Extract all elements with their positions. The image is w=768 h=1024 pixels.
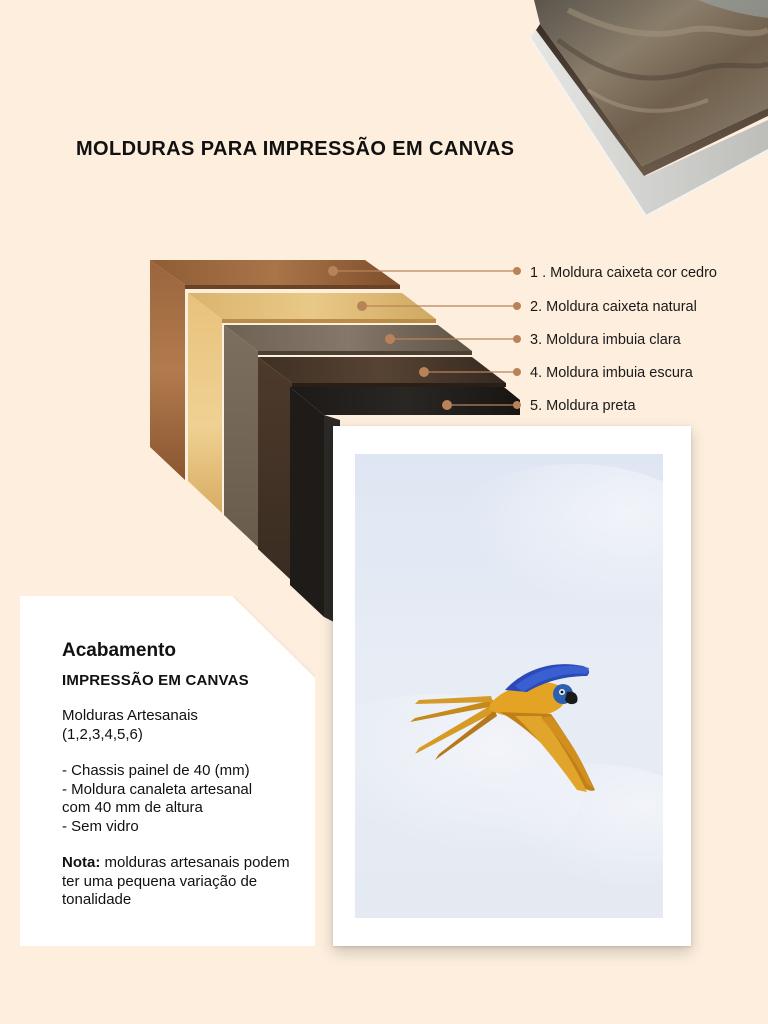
note-text: molduras artesanais podem ter uma pequena variação de tonalidade (62, 854, 290, 908)
canvas-corner-photo (528, 0, 768, 220)
callout-4 (419, 367, 521, 377)
frame-label-1: 1 . Moldura caixeta cor cedro (530, 265, 717, 281)
frame-label-3: 3. Moldura imbuia clara (530, 332, 681, 348)
finish-info (62, 640, 310, 910)
callout-5 (442, 400, 521, 410)
card-subheading: IMPRESSÃO EM CANVAS (62, 672, 249, 689)
frame-callouts (320, 255, 530, 455)
frame-label-4: 4. Moldura imbuia escura (530, 365, 693, 381)
page-title: MOLDURAS PARA IMPRESSÃO EM CANVAS (76, 138, 515, 160)
card-heading: Acabamento (62, 640, 177, 661)
specs-list: - Chassis painel de 40 (mm) - Moldura canaleta artesanal com 40 mm de altura - Sem vidro (62, 762, 253, 835)
note (62, 854, 310, 910)
callout-2 (357, 301, 521, 311)
parrot-print (355, 454, 663, 918)
callout-1 (328, 266, 521, 276)
callout-3 (385, 334, 521, 344)
note-label: Nota: (62, 854, 101, 871)
frame-label-5: 5. Moldura preta (530, 398, 636, 414)
frame-label-2: 2. Moldura caixeta natural (530, 299, 697, 315)
frames-list: Molduras Artesanais (1,2,3,4,5,6) (62, 707, 198, 743)
